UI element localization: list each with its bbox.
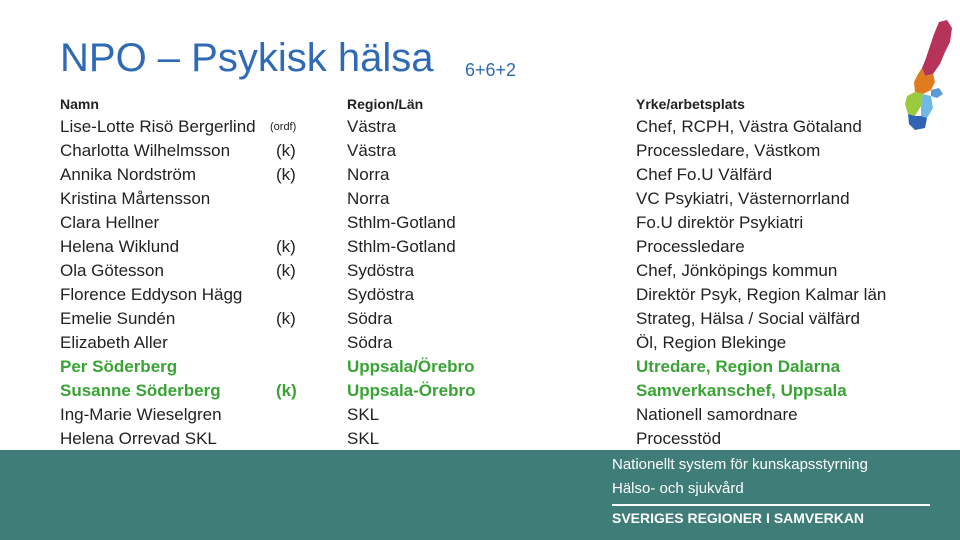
member-row xyxy=(60,379,360,403)
map-region-sydostra xyxy=(921,94,933,118)
sweden-regions-map-icon xyxy=(895,18,955,153)
member-row xyxy=(60,427,360,451)
member-region: Sthlm-Gotland xyxy=(347,213,456,232)
footer-org-name: SVERIGES REGIONER I SAMVERKAN xyxy=(612,510,865,526)
member-name: Kristina Mårtensson xyxy=(60,189,211,208)
member-row xyxy=(60,187,360,211)
member-region: Uppsala/Örebro xyxy=(347,357,475,376)
member-name: Annika Nordström xyxy=(60,165,197,184)
member-count: 6+6+2 xyxy=(465,60,517,80)
member-row xyxy=(60,211,360,235)
member-row xyxy=(60,115,360,139)
member-name: Susanne Söderberg xyxy=(60,381,221,400)
member-region: Västra xyxy=(347,141,397,160)
member-role: Chef, RCPH, Västra Götaland xyxy=(636,117,862,136)
footer-line-1: Nationellt system för kunskapsstyrning xyxy=(612,456,868,473)
member-row xyxy=(60,139,360,163)
member-name: Per Söderberg xyxy=(60,357,178,376)
map-region-vastra xyxy=(905,92,923,116)
member-role-mark: (k) xyxy=(276,381,297,400)
member-region: Sydöstra xyxy=(347,261,415,280)
member-role: Processledare xyxy=(636,237,745,256)
member-name: Ola Götesson xyxy=(60,261,164,280)
member-region: Norra xyxy=(347,189,390,208)
map-region-sthlm-gotland xyxy=(931,88,943,98)
member-role: Fo.U direktör Psykiatri xyxy=(636,213,804,232)
member-role: Utredare, Region Dalarna xyxy=(636,357,841,376)
member-role: Processledare, Västkom xyxy=(636,141,821,160)
member-row xyxy=(60,403,360,427)
member-region: Södra xyxy=(347,333,393,352)
name-column-header: Namn xyxy=(60,96,99,112)
footer-divider xyxy=(612,504,930,506)
member-role: Öl, Region Blekinge xyxy=(636,333,787,352)
member-role: Chef Fo.U Välfärd xyxy=(636,165,773,184)
member-role: Direktör Psyk, Region Kalmar län xyxy=(636,285,887,304)
member-region: Sthlm-Gotland xyxy=(347,237,456,256)
member-region: Södra xyxy=(347,309,393,328)
member-region: Uppsala-Örebro xyxy=(347,381,476,400)
member-row xyxy=(60,331,360,355)
member-name: Emelie Sundén xyxy=(60,309,176,328)
member-role-mark: (k) xyxy=(276,141,296,160)
member-region: SKL xyxy=(347,405,380,424)
member-role: Strateg, Hälsa / Social välfärd xyxy=(636,309,860,328)
member-region: SKL xyxy=(347,429,380,448)
member-region: Sydöstra xyxy=(347,285,415,304)
role-column-header: Yrke/arbetsplats xyxy=(636,96,745,112)
member-name: Clara Hellner xyxy=(60,213,160,232)
member-role: VC Psykiatri, Västernorrland xyxy=(636,189,850,208)
member-role-mark: (k) xyxy=(276,309,296,328)
member-name: Florence Eddyson Hägg xyxy=(60,285,243,304)
names-column xyxy=(60,115,360,451)
member-role: Processtöd xyxy=(636,429,722,448)
member-name: Elizabeth Aller xyxy=(60,333,168,352)
member-role-mark: (ordf) xyxy=(270,121,297,133)
region-column-header: Region/Län xyxy=(347,96,424,112)
member-role: Samverkanschef, Uppsala xyxy=(636,381,847,400)
member-role-mark: (k) xyxy=(276,165,296,184)
page-title: NPO – Psykisk hälsa xyxy=(60,36,434,80)
member-role-mark: (k) xyxy=(276,237,296,256)
member-row xyxy=(60,259,360,283)
member-name: Helena Orrevad SKL xyxy=(60,429,217,448)
member-role: Chef, Jönköpings kommun xyxy=(636,261,838,280)
member-region: Västra xyxy=(347,117,397,136)
member-row xyxy=(60,235,360,259)
member-row xyxy=(60,283,360,307)
regions-column xyxy=(347,115,475,451)
member-name: Charlotta Wilhelmsson xyxy=(60,141,231,160)
member-role: Nationell samordnare xyxy=(636,405,798,424)
member-role-mark: (k) xyxy=(276,261,296,280)
member-row xyxy=(60,355,360,379)
member-name: Lise-Lotte Risö Bergerlind xyxy=(60,117,256,136)
member-region: Norra xyxy=(347,165,390,184)
footer-line-2: Hälso- och sjukvård xyxy=(612,480,744,497)
member-name: Ing-Marie Wieselgren xyxy=(60,405,222,424)
map-region-norra xyxy=(922,20,952,76)
member-row xyxy=(60,307,360,331)
roles-column xyxy=(636,115,886,451)
member-name: Helena Wiklund xyxy=(60,237,180,256)
member-row xyxy=(60,163,360,187)
